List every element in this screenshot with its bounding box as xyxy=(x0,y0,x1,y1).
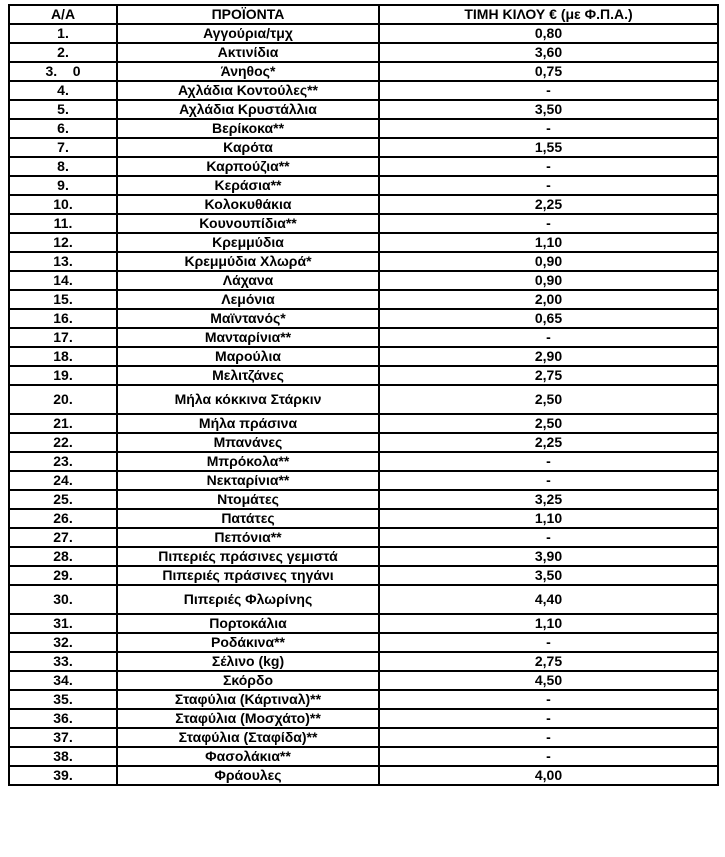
row-number-cell: 25. xyxy=(9,490,117,509)
table-row xyxy=(9,271,718,290)
row-number-cell: 8. xyxy=(9,157,117,176)
row-number-cell: 16. xyxy=(9,309,117,328)
product-name-cell: Κρεμμύδια xyxy=(117,233,379,252)
row-number-cell: 22. xyxy=(9,433,117,452)
table-row xyxy=(9,490,718,509)
table-row xyxy=(9,347,718,366)
row-number-cell: 18. xyxy=(9,347,117,366)
table-row xyxy=(9,766,718,785)
price-cell: 2,90 xyxy=(379,347,718,366)
product-name-cell: Λεμόνια xyxy=(117,290,379,309)
row-number-cell: 19. xyxy=(9,366,117,385)
table-row xyxy=(9,252,718,271)
row-number-cell: 27. xyxy=(9,528,117,547)
column-header-products: ΠΡΟΪΟΝΤΑ xyxy=(117,5,379,24)
table-row xyxy=(9,195,718,214)
price-cell: 4,50 xyxy=(379,671,718,690)
price-cell: 0,90 xyxy=(379,252,718,271)
table-row xyxy=(9,214,718,233)
price-cell: 3,90 xyxy=(379,547,718,566)
row-number-cell: 13. xyxy=(9,252,117,271)
row-number-cell: 28. xyxy=(9,547,117,566)
price-cell: 3,50 xyxy=(379,566,718,585)
table-row xyxy=(9,566,718,585)
product-name-cell: Σταφύλια (Κάρτιναλ)** xyxy=(117,690,379,709)
product-name-cell: Βερίκοκα** xyxy=(117,119,379,138)
product-name-cell: Μαρούλια xyxy=(117,347,379,366)
product-name-cell: Σκόρδο xyxy=(117,671,379,690)
table-row xyxy=(9,414,718,433)
table-row xyxy=(9,690,718,709)
row-number-cell: 17. xyxy=(9,328,117,347)
product-name-cell: Ακτινίδια xyxy=(117,43,379,62)
product-name-cell: Καρότα xyxy=(117,138,379,157)
table-row xyxy=(9,747,718,766)
product-name-cell: Πορτοκάλια xyxy=(117,614,379,633)
table-row xyxy=(9,119,718,138)
product-name-cell: Ροδάκινα** xyxy=(117,633,379,652)
price-cell: 2,75 xyxy=(379,366,718,385)
table-row xyxy=(9,633,718,652)
product-name-cell: Μανταρίνια** xyxy=(117,328,379,347)
price-cell: 0,75 xyxy=(379,62,718,81)
table-row xyxy=(9,62,718,81)
table-row xyxy=(9,81,718,100)
product-name-cell: Σταφύλια (Μοσχάτο)** xyxy=(117,709,379,728)
product-name-cell: Πιπεριές πράσινες γεμιστά xyxy=(117,547,379,566)
price-cell: 1,10 xyxy=(379,509,718,528)
table-row xyxy=(9,100,718,119)
row-number-cell: 29. xyxy=(9,566,117,585)
product-name-cell: Μελιτζάνες xyxy=(117,366,379,385)
row-number-cell: 3. 0 xyxy=(9,62,117,81)
table-row xyxy=(9,309,718,328)
table-row xyxy=(9,652,718,671)
product-name-cell: Αχλάδια Κρυστάλλια xyxy=(117,100,379,119)
product-name-cell: Καρπούζια** xyxy=(117,157,379,176)
row-number-cell: 9. xyxy=(9,176,117,195)
price-cell: - xyxy=(379,157,718,176)
column-header-index: Α/Α xyxy=(9,5,117,24)
price-cell: - xyxy=(379,747,718,766)
price-cell: 1,10 xyxy=(379,233,718,252)
row-number-cell: 15. xyxy=(9,290,117,309)
price-cell: - xyxy=(379,728,718,747)
product-name-cell: Μήλα πράσινα xyxy=(117,414,379,433)
row-number-cell: 38. xyxy=(9,747,117,766)
row-number-cell: 31. xyxy=(9,614,117,633)
product-name-cell: Σταφύλια (Σταφίδα)** xyxy=(117,728,379,747)
price-cell: 0,80 xyxy=(379,24,718,43)
product-name-cell: Πιπεριές πράσινες τηγάνι xyxy=(117,566,379,585)
price-cell: 2,50 xyxy=(379,414,718,433)
price-cell: 0,90 xyxy=(379,271,718,290)
price-cell: 2,00 xyxy=(379,290,718,309)
table-row xyxy=(9,471,718,490)
product-name-cell: Κρεμμύδια Χλωρά* xyxy=(117,252,379,271)
product-name-cell: Πατάτες xyxy=(117,509,379,528)
column-header-price-per-kilo: ΤΙΜΗ ΚΙΛΟΥ € (με Φ.Π.Α.) xyxy=(379,5,718,24)
price-cell: - xyxy=(379,328,718,347)
table-row xyxy=(9,728,718,747)
price-cell: 2,25 xyxy=(379,433,718,452)
table-row xyxy=(9,157,718,176)
product-name-cell: Σέλινο (kg) xyxy=(117,652,379,671)
row-number-cell: 30. xyxy=(9,585,117,614)
table-row xyxy=(9,366,718,385)
header-row xyxy=(9,5,718,24)
product-name-cell: Κουνουπίδια** xyxy=(117,214,379,233)
row-number-cell: 24. xyxy=(9,471,117,490)
price-cell: 0,65 xyxy=(379,309,718,328)
price-cell: 1,10 xyxy=(379,614,718,633)
row-number-cell: 11. xyxy=(9,214,117,233)
product-name-cell: Άνηθος* xyxy=(117,62,379,81)
table-row xyxy=(9,290,718,309)
row-number-cell: 2. xyxy=(9,43,117,62)
price-cell: 1,55 xyxy=(379,138,718,157)
table-row xyxy=(9,43,718,62)
row-number-cell: 6. xyxy=(9,119,117,138)
price-cell: 3,25 xyxy=(379,490,718,509)
product-name-cell: Αγγούρια/τμχ xyxy=(117,24,379,43)
table-row xyxy=(9,547,718,566)
price-cell: - xyxy=(379,528,718,547)
row-number-cell: 4. xyxy=(9,81,117,100)
table-row xyxy=(9,233,718,252)
table-row xyxy=(9,433,718,452)
product-name-cell: Πιπεριές Φλωρίνης xyxy=(117,585,379,614)
price-cell: - xyxy=(379,176,718,195)
row-number-cell: 5. xyxy=(9,100,117,119)
product-name-cell: Μπανάνες xyxy=(117,433,379,452)
table-row xyxy=(9,671,718,690)
row-number-cell: 14. xyxy=(9,271,117,290)
price-cell: - xyxy=(379,633,718,652)
row-number-cell: 23. xyxy=(9,452,117,471)
table-row xyxy=(9,24,718,43)
product-name-cell: Φράουλες xyxy=(117,766,379,785)
table-row xyxy=(9,176,718,195)
price-cell: 4,40 xyxy=(379,585,718,614)
product-name-cell: Κολοκυθάκια xyxy=(117,195,379,214)
product-name-cell: Κεράσια** xyxy=(117,176,379,195)
product-name-cell: Φασολάκια** xyxy=(117,747,379,766)
row-number-cell: 32. xyxy=(9,633,117,652)
row-number-cell: 35. xyxy=(9,690,117,709)
price-cell: - xyxy=(379,471,718,490)
row-number-cell: 7. xyxy=(9,138,117,157)
row-number-cell: 39. xyxy=(9,766,117,785)
product-name-cell: Μπρόκολα** xyxy=(117,452,379,471)
product-name-cell: Ντομάτες xyxy=(117,490,379,509)
row-number-cell: 33. xyxy=(9,652,117,671)
price-cell: 4,00 xyxy=(379,766,718,785)
table-row xyxy=(9,385,718,414)
price-cell: - xyxy=(379,119,718,138)
table-row xyxy=(9,585,718,614)
row-number-cell: 1. xyxy=(9,24,117,43)
price-cell: - xyxy=(379,690,718,709)
table-row xyxy=(9,528,718,547)
price-cell: 2,25 xyxy=(379,195,718,214)
price-table-header xyxy=(9,5,718,24)
row-number-cell: 36. xyxy=(9,709,117,728)
price-cell: 2,50 xyxy=(379,385,718,414)
price-cell: - xyxy=(379,452,718,471)
product-name-cell: Μαϊντανός* xyxy=(117,309,379,328)
price-table-body xyxy=(9,24,718,785)
product-name-cell: Μήλα κόκκινα Στάρκιν xyxy=(117,385,379,414)
row-number-cell: 12. xyxy=(9,233,117,252)
product-name-cell: Λάχανα xyxy=(117,271,379,290)
price-cell: - xyxy=(379,709,718,728)
table-row xyxy=(9,138,718,157)
row-number-cell: 26. xyxy=(9,509,117,528)
price-cell: 3,50 xyxy=(379,100,718,119)
product-name-cell: Αχλάδια Κοντούλες** xyxy=(117,81,379,100)
table-row xyxy=(9,509,718,528)
table-row xyxy=(9,709,718,728)
price-table xyxy=(8,4,719,786)
row-number-cell: 21. xyxy=(9,414,117,433)
price-cell: 2,75 xyxy=(379,652,718,671)
table-row xyxy=(9,614,718,633)
product-name-cell: Νεκταρίνια** xyxy=(117,471,379,490)
row-number-cell: 20. xyxy=(9,385,117,414)
row-number-cell: 34. xyxy=(9,671,117,690)
price-cell: 3,60 xyxy=(379,43,718,62)
table-row xyxy=(9,328,718,347)
product-name-cell: Πεπόνια** xyxy=(117,528,379,547)
price-cell: - xyxy=(379,214,718,233)
row-number-cell: 37. xyxy=(9,728,117,747)
table-row xyxy=(9,452,718,471)
price-cell: - xyxy=(379,81,718,100)
row-number-cell: 10. xyxy=(9,195,117,214)
